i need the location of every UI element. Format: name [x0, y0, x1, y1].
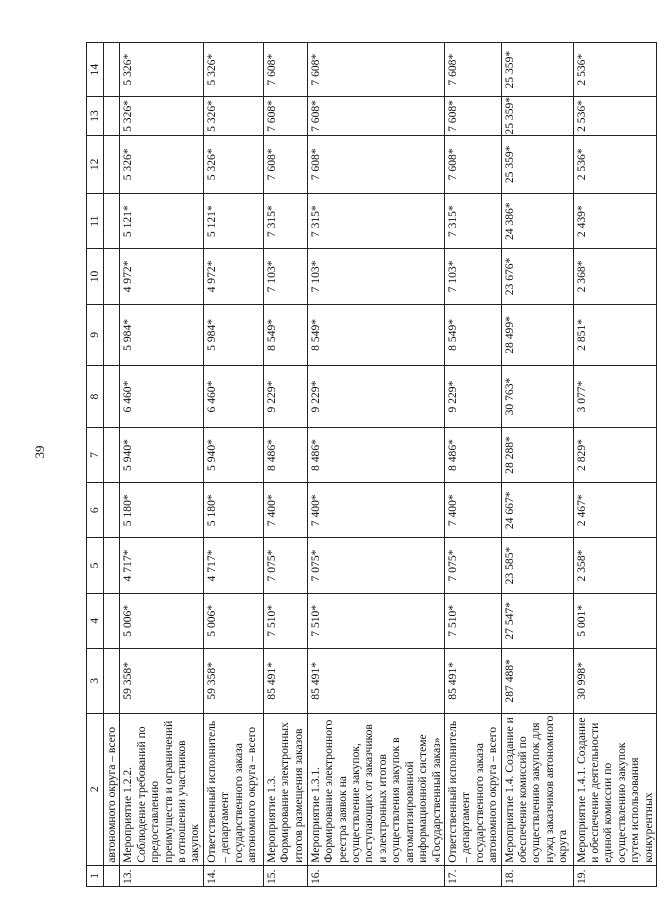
value-cell: 6 460*	[203, 366, 263, 428]
row-description: Мероприятие 1.2.2. Соблюдение требований по предоставлению преимуществ и ограничений в отношении участников закупок	[120, 713, 203, 865]
row-number: 19.	[573, 865, 656, 886]
table-row	[307, 43, 444, 887]
value-cell: 85 491*	[307, 648, 444, 713]
value-cell: 2 536*	[573, 135, 656, 193]
value-cell	[104, 304, 120, 366]
value-cell: 7 315*	[444, 194, 501, 249]
value-cell	[104, 43, 120, 97]
value-cell: 8 486*	[444, 427, 501, 482]
table-row	[263, 43, 307, 887]
column-number-header	[87, 43, 104, 887]
value-cell: 9 229*	[263, 366, 307, 428]
value-cell: 5 180*	[203, 483, 263, 538]
value-cell: 7 103*	[444, 249, 501, 304]
col-header: 2	[87, 713, 104, 865]
value-cell: 5 984*	[120, 304, 203, 366]
value-cell: 30 998*	[573, 648, 656, 713]
row-number: 15.	[263, 865, 307, 886]
value-cell: 7 608*	[263, 43, 307, 97]
value-cell: 27 547*	[501, 593, 573, 648]
value-cell: 4 972*	[203, 249, 263, 304]
page-number: 39	[32, 445, 47, 459]
value-cell: 25 359*	[501, 135, 573, 193]
value-cell: 7 103*	[263, 249, 307, 304]
col-header: 13	[87, 97, 104, 135]
table-row	[444, 43, 501, 887]
col-header: 3	[87, 648, 104, 713]
row-description: Мероприятие 1.4. Создание и обеспечение комиссий по осуществлению закупок для нужд заказчиков автономного округа	[501, 713, 573, 865]
value-cell: 7 510*	[263, 593, 307, 648]
value-cell	[104, 538, 120, 593]
row-description: Ответственный исполнитель – департамент государственного заказа автономного округа – всего	[444, 713, 501, 865]
value-cell: 85 491*	[444, 648, 501, 713]
value-cell: 6 460*	[120, 366, 203, 428]
value-cell	[104, 648, 120, 713]
value-cell: 24 667*	[501, 483, 573, 538]
value-cell: 5 006*	[120, 593, 203, 648]
value-cell: 2 439*	[573, 194, 656, 249]
value-cell: 25 359*	[501, 97, 573, 135]
value-cell: 5 121*	[120, 194, 203, 249]
value-cell: 7 315*	[307, 194, 444, 249]
value-cell: 59 358*	[203, 648, 263, 713]
col-header: 8	[87, 366, 104, 428]
col-header: 11	[87, 194, 104, 249]
value-cell: 2 368*	[573, 249, 656, 304]
budget-table	[86, 42, 657, 887]
col-header: 9	[87, 304, 104, 366]
value-cell: 8 486*	[307, 427, 444, 482]
value-cell: 5 001*	[573, 593, 656, 648]
value-cell: 9 229*	[444, 366, 501, 428]
row-description: Мероприятие 1.3.1. Формирование электронного реестра заявок на осуществление закупок, поступающих от заказчиков и электронных итогов осуществления закупок в автоматизированной информационной системе «Государственный заказ»	[307, 713, 444, 865]
value-cell: 7 103*	[307, 249, 444, 304]
value-cell	[104, 593, 120, 648]
value-cell: 5 326*	[203, 135, 263, 193]
value-cell: 2 358*	[573, 538, 656, 593]
value-cell: 7 608*	[444, 135, 501, 193]
value-cell: 28 499*	[501, 304, 573, 366]
value-cell: 2 829*	[573, 427, 656, 482]
row-number	[104, 865, 120, 886]
row-number: 13.	[120, 865, 203, 886]
value-cell: 7 608*	[263, 135, 307, 193]
value-cell: 5 984*	[203, 304, 263, 366]
value-cell: 5 326*	[203, 43, 263, 97]
col-header: 4	[87, 593, 104, 648]
value-cell: 85 491*	[263, 648, 307, 713]
value-cell: 4 717*	[203, 538, 263, 593]
value-cell: 5 006*	[203, 593, 263, 648]
value-cell: 28 288*	[501, 427, 573, 482]
value-cell: 2 467*	[573, 483, 656, 538]
value-cell: 7 315*	[263, 194, 307, 249]
col-header: 5	[87, 538, 104, 593]
value-cell: 23 676*	[501, 249, 573, 304]
value-cell	[104, 135, 120, 193]
value-cell: 7 400*	[263, 483, 307, 538]
value-cell: 24 386*	[501, 194, 573, 249]
value-cell: 7 510*	[444, 593, 501, 648]
col-header: 12	[87, 135, 104, 193]
value-cell: 7 075*	[263, 538, 307, 593]
table-row	[203, 43, 263, 887]
value-cell: 30 763*	[501, 366, 573, 428]
value-cell	[104, 97, 120, 135]
value-cell	[104, 366, 120, 428]
col-header: 14	[87, 43, 104, 97]
row-description: автономного округа – всего	[104, 713, 120, 865]
value-cell	[104, 427, 120, 482]
value-cell: 4 717*	[120, 538, 203, 593]
value-cell: 2 536*	[573, 43, 656, 97]
value-cell: 5 326*	[120, 97, 203, 135]
table-row	[501, 43, 573, 887]
table-body	[104, 43, 657, 887]
value-cell: 25 359*	[501, 43, 573, 97]
col-header: 1	[87, 865, 104, 886]
value-cell	[104, 194, 120, 249]
value-cell: 59 358*	[120, 648, 203, 713]
value-cell: 7 608*	[307, 43, 444, 97]
row-number: 17.	[444, 865, 501, 886]
row-number: 16.	[307, 865, 444, 886]
value-cell: 5 326*	[203, 97, 263, 135]
row-description: Мероприятие 1.4.1. Создание и обеспечение деятельности единой комиссии по осуществлению закупок путем использования конкурентных	[573, 713, 656, 865]
value-cell: 287 488*	[501, 648, 573, 713]
value-cell: 4 972*	[120, 249, 203, 304]
row-number: 14.	[203, 865, 263, 886]
row-number: 18.	[501, 865, 573, 886]
value-cell: 8 549*	[263, 304, 307, 366]
value-cell: 5 326*	[120, 43, 203, 97]
value-cell: 5 940*	[120, 427, 203, 482]
table-row	[573, 43, 656, 887]
value-cell: 5 940*	[203, 427, 263, 482]
table-viewport	[86, 42, 655, 887]
value-cell: 5 121*	[203, 194, 263, 249]
value-cell: 7 608*	[307, 135, 444, 193]
value-cell: 7 510*	[307, 593, 444, 648]
col-header: 10	[87, 249, 104, 304]
value-cell: 7 400*	[307, 483, 444, 538]
value-cell: 3 077*	[573, 366, 656, 428]
value-cell	[104, 483, 120, 538]
table-row	[104, 43, 120, 887]
row-description: Мероприятие 1.3. Формирование электронных итогов размещения заказов	[263, 713, 307, 865]
col-header: 6	[87, 483, 104, 538]
value-cell: 7 608*	[444, 97, 501, 135]
value-cell: 9 229*	[307, 366, 444, 428]
value-cell: 7 075*	[307, 538, 444, 593]
value-cell: 5 180*	[120, 483, 203, 538]
rotated-landscape-table	[86, 42, 655, 887]
value-cell: 23 585*	[501, 538, 573, 593]
value-cell: 7 400*	[444, 483, 501, 538]
table-row	[120, 43, 203, 887]
row-description: Ответственный исполнитель – департамент государственного заказа автономного округа – всего	[203, 713, 263, 865]
value-cell: 7 608*	[444, 43, 501, 97]
value-cell: 2 536*	[573, 97, 656, 135]
value-cell: 5 326*	[120, 135, 203, 193]
col-header: 7	[87, 427, 104, 482]
value-cell: 8 486*	[263, 427, 307, 482]
value-cell: 8 549*	[444, 304, 501, 366]
value-cell	[104, 249, 120, 304]
value-cell: 7 608*	[263, 97, 307, 135]
value-cell: 7 075*	[444, 538, 501, 593]
value-cell: 2 851*	[573, 304, 656, 366]
value-cell: 8 549*	[307, 304, 444, 366]
value-cell: 7 608*	[307, 97, 444, 135]
